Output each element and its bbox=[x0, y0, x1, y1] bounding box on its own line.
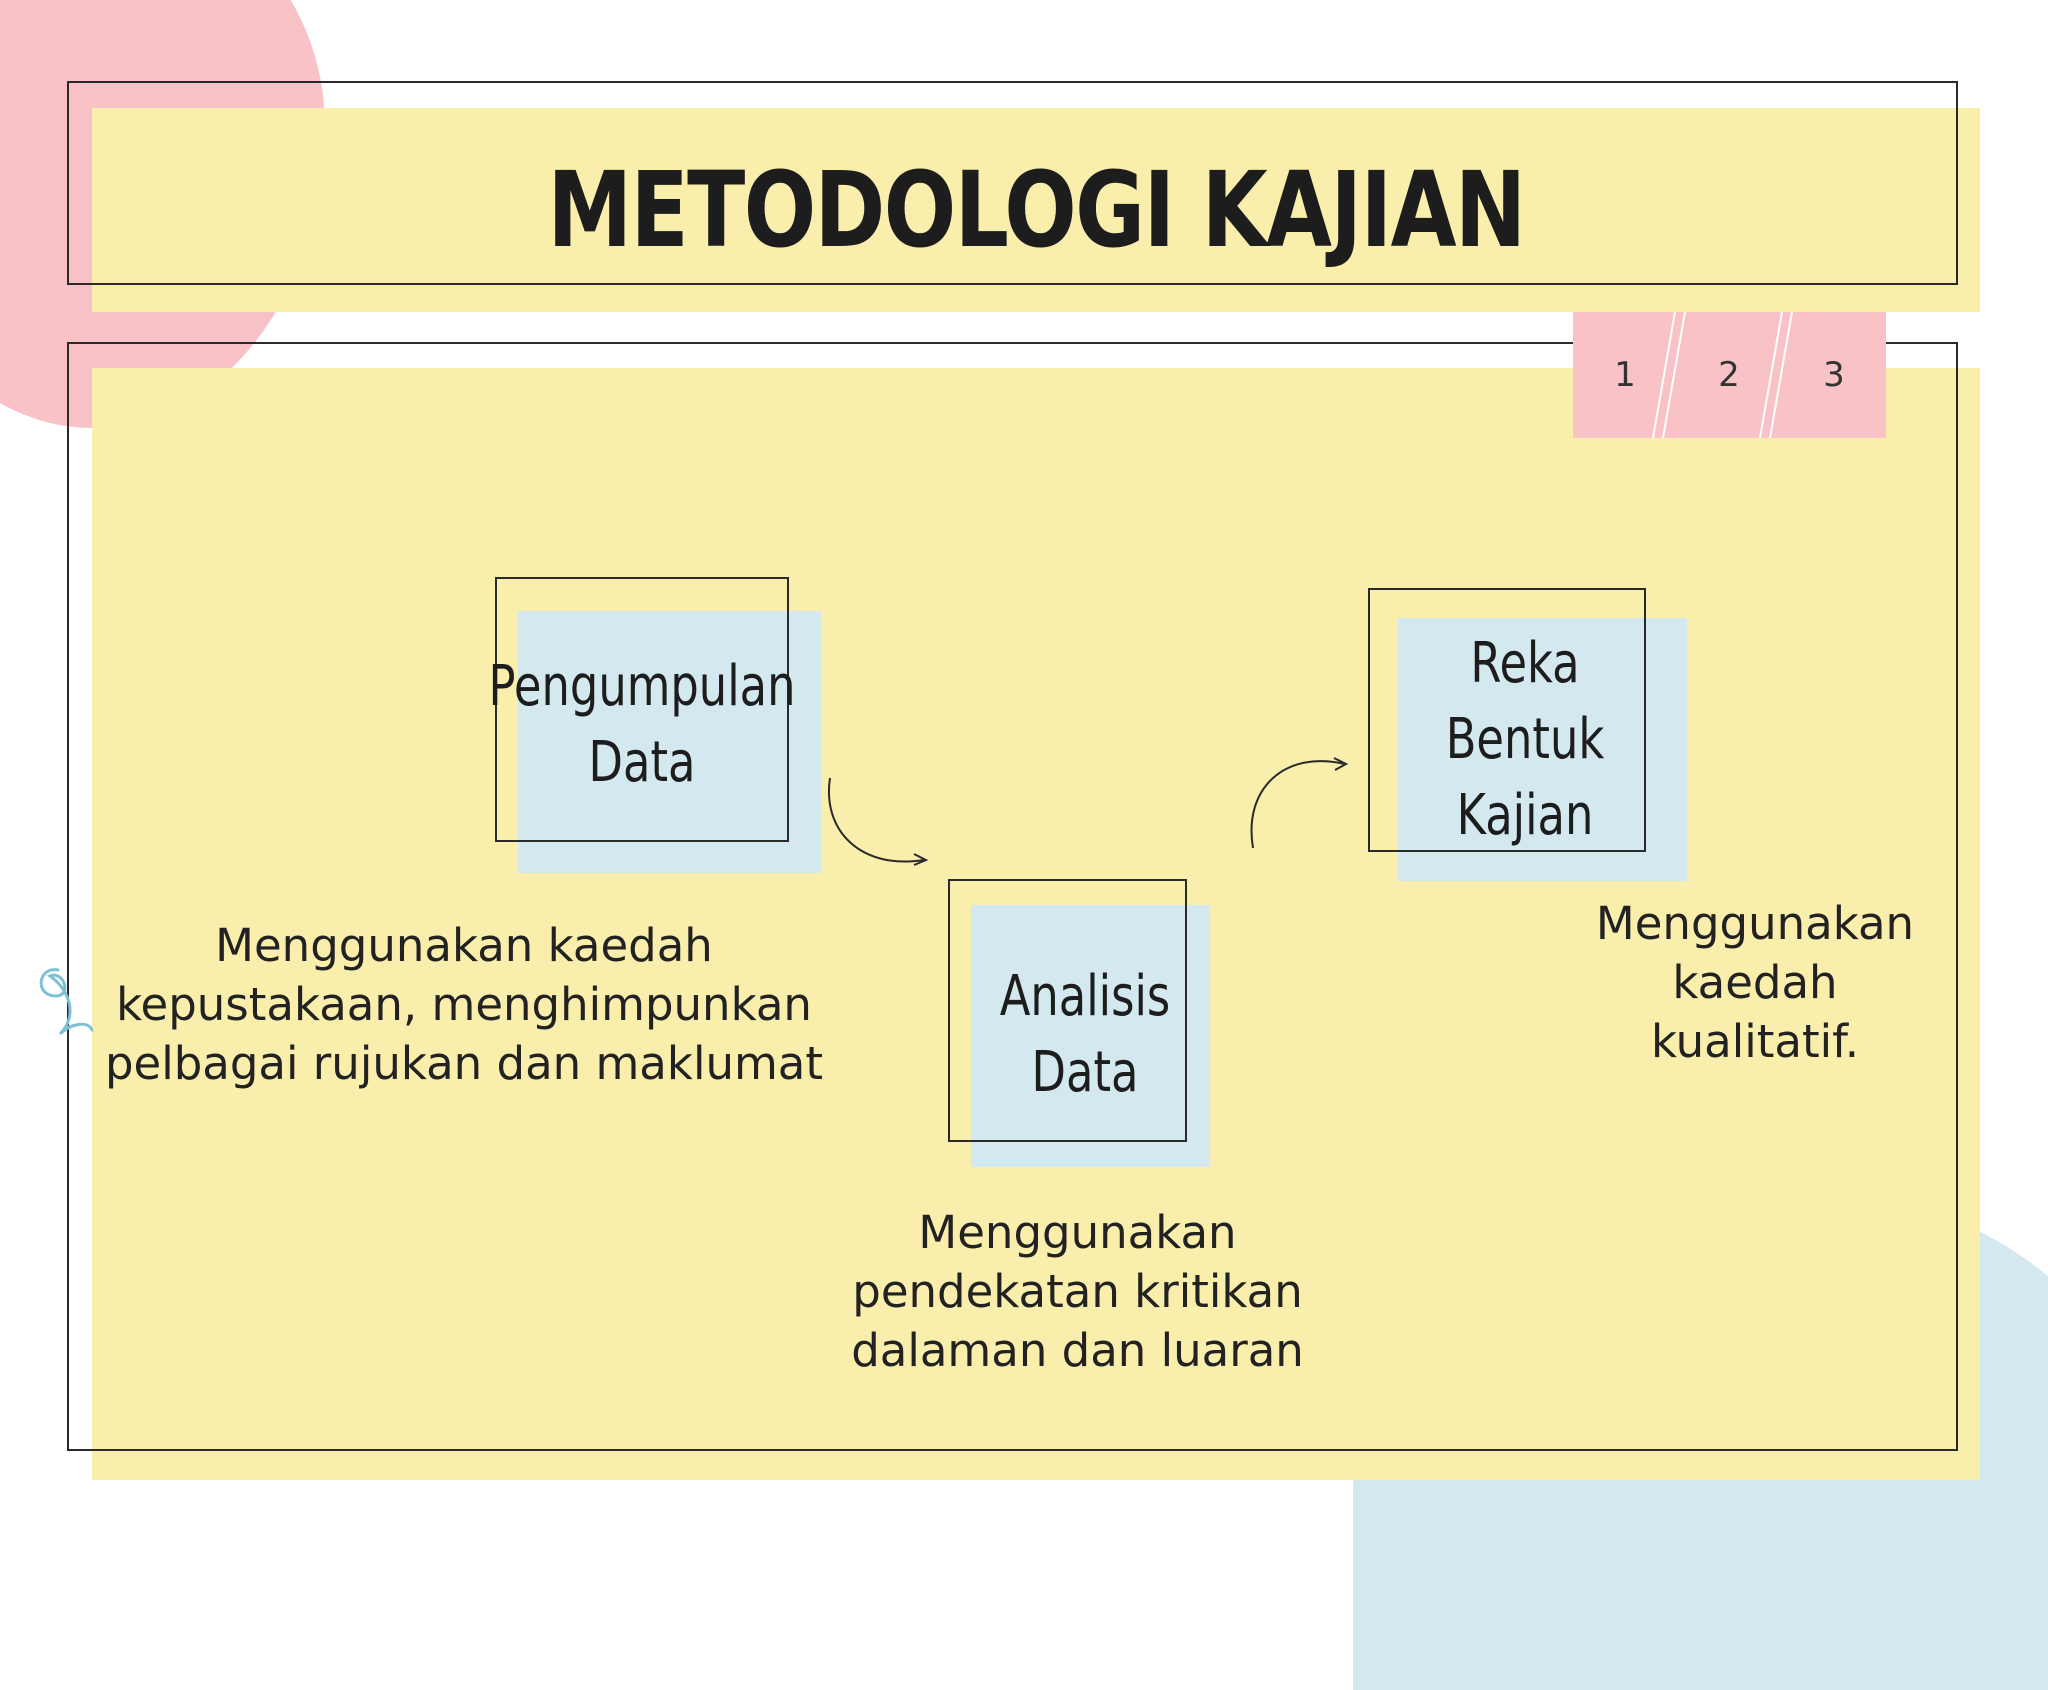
step-2-description bbox=[810, 1203, 1345, 1380]
step-2-desc-line: dalaman dan luaran bbox=[851, 1324, 1304, 1377]
tab-2[interactable]: 2 bbox=[1718, 355, 1740, 395]
step-1-label-line1: Pengumpulan bbox=[488, 654, 796, 719]
page-title: METODOLOGI KAJIAN bbox=[547, 149, 1525, 271]
step-1-label bbox=[488, 645, 796, 805]
step-2-label-line1: Analisis bbox=[999, 964, 1171, 1029]
swirl-doodle-icon bbox=[34, 960, 94, 1040]
step-1-label-line2: Data bbox=[588, 730, 696, 795]
step-1-desc-line: kepustakaan, menghimpunkan bbox=[116, 978, 812, 1031]
step-1-desc-line: Menggunakan kaedah bbox=[215, 919, 713, 972]
step-2-desc-line: Menggunakan bbox=[918, 1206, 1237, 1259]
tab-1[interactable]: 1 bbox=[1614, 355, 1636, 395]
step-1-desc-line: pelbagai rujukan dan maklumat bbox=[104, 1037, 824, 1090]
step-3-desc-line: kualitatif. bbox=[1650, 1015, 1859, 1068]
step-3-label-line2: Kajian bbox=[1456, 783, 1594, 848]
step-3-description bbox=[1555, 894, 1955, 1071]
step-1-description bbox=[100, 916, 828, 1093]
tab-3[interactable]: 3 bbox=[1823, 355, 1845, 395]
tab-separator-icon bbox=[1573, 312, 1886, 438]
step-2-label bbox=[975, 955, 1194, 1115]
step-2-desc-line: pendekatan kritikan bbox=[852, 1265, 1303, 1318]
step-2-label-line2: Data bbox=[1031, 1040, 1139, 1105]
curved-arrow-icon bbox=[820, 770, 940, 870]
step-tabs bbox=[1573, 312, 1886, 438]
step-3-label bbox=[1393, 631, 1657, 848]
step-3-label-line1: Reka Bentuk bbox=[1445, 631, 1605, 772]
step-3-desc-line: kaedah bbox=[1672, 956, 1838, 1009]
step-3-desc-line: Menggunakan bbox=[1595, 897, 1915, 950]
curved-arrow-icon bbox=[1245, 748, 1355, 853]
